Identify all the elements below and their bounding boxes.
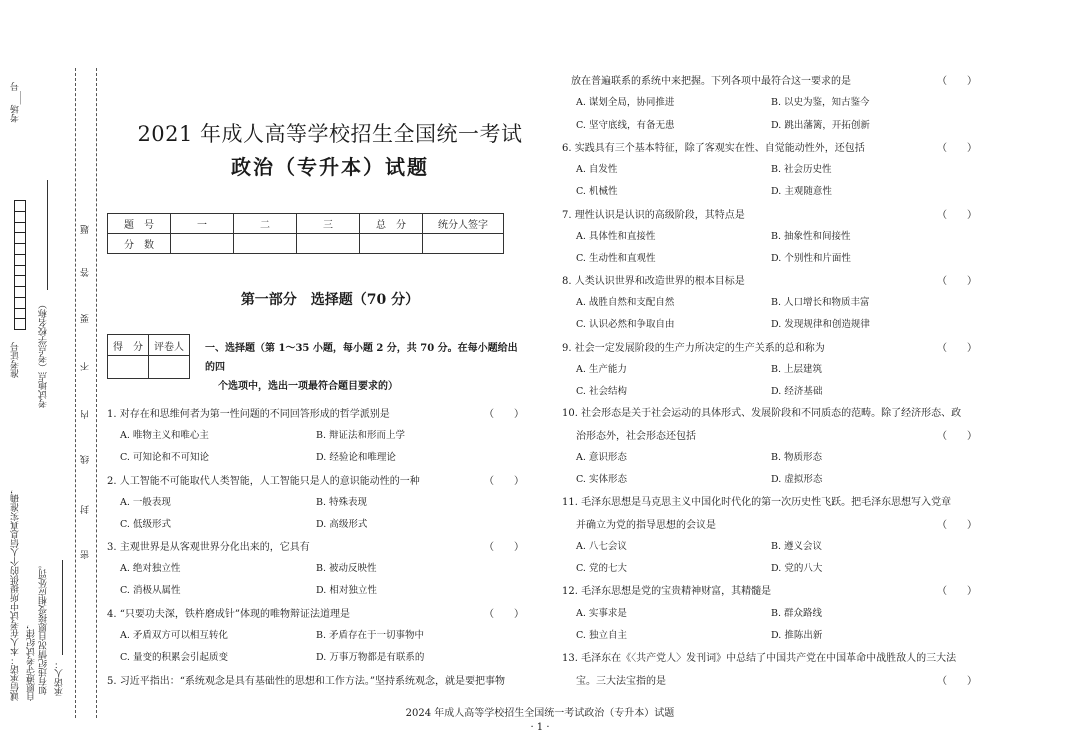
option-c[interactable]: C. 实体形态 <box>576 474 627 485</box>
score-header-cell: 二 <box>234 214 297 234</box>
option-c[interactable]: C. 消极从属性 <box>120 585 181 596</box>
option-a[interactable]: A. 矛盾双方可以相互转化 <box>120 629 228 641</box>
option-b[interactable]: B. 人口增长和物质丰富 <box>771 297 870 308</box>
grader-score-label: 得 分 <box>108 335 149 356</box>
option-c[interactable]: C. 坚守底线，有备无患 <box>576 120 675 131</box>
binding-line-outer <box>75 68 76 718</box>
answer-paren[interactable]: （ ） <box>937 676 977 687</box>
option-d[interactable]: D. 经验论和唯理论 <box>316 452 396 463</box>
score-cell[interactable] <box>234 234 297 254</box>
question-12-text: 12. 毛泽东思想是党的宝贵精神财富，其精髓是 <box>562 586 772 597</box>
option-d[interactable]: D. 跳出藩篱，开拓创新 <box>771 120 870 131</box>
option-a[interactable]: A. 意识形态 <box>576 452 627 463</box>
option-c[interactable]: C. 机械性 <box>576 186 618 197</box>
instructions-line-1: 一、选择题（第 1～35 小题，每小题 2 分，共 70 分。在每小题给出的四 <box>205 343 518 373</box>
score-cell[interactable] <box>360 234 423 254</box>
question-4-text: 4. “只要功夫深，铁杵磨成针”体现的唯物辩证法道理是 <box>107 608 350 620</box>
seal-char: 封 <box>81 505 91 514</box>
answer-paren[interactable]: （ ） <box>937 520 977 531</box>
score-header-cell: 题 号 <box>108 214 171 234</box>
question-11-continued: 并确立为党的指导思想的会议是 <box>576 520 716 531</box>
answer-paren[interactable]: （ ） <box>484 409 524 420</box>
grader-reviewer-cell[interactable] <box>149 356 190 379</box>
section-instructions <box>205 339 525 396</box>
score-header-cell: 三 <box>297 214 360 234</box>
option-d[interactable]: D. 发现规律和创造规律 <box>771 319 870 330</box>
question-2-text: 2. 人工智能不可能取代人类智能，人工智能只是人的意识能动性的一种 <box>107 475 420 487</box>
option-b[interactable]: B. 社会历史性 <box>771 164 832 175</box>
score-cell[interactable] <box>423 234 504 254</box>
answer-paren[interactable]: （ ） <box>937 76 977 87</box>
seal-char: 答 <box>81 268 91 277</box>
binding-line-inner <box>96 68 97 718</box>
option-b[interactable]: B. 上层建筑 <box>771 363 823 375</box>
signer-label: 承诺人： <box>55 660 65 696</box>
score-header-cell: 一 <box>171 214 234 234</box>
ticket-number-boxes[interactable] <box>14 200 26 330</box>
option-c[interactable]: C. 低级形式 <box>120 518 171 530</box>
integrity-pledge: 诚信承诺：本人在考试中所提供的个人信息真实准确， <box>11 485 21 701</box>
option-d[interactable]: D. 万事万物都是有联系的 <box>316 651 425 663</box>
option-b[interactable]: B. 矛盾存在于一切事物中 <box>316 629 425 641</box>
seal-char: 线 <box>81 455 91 464</box>
seal-char: 内 <box>81 410 91 419</box>
option-c[interactable]: C. 认识必然和争取自由 <box>576 319 675 330</box>
option-b[interactable]: B. 抽象性和间接性 <box>771 230 851 242</box>
option-a[interactable]: A. 一般表现 <box>120 496 171 508</box>
seal-char: 题 <box>81 225 91 234</box>
question-11-text: 11. 毛泽东思想是马克思主义中国化时代化的第一次历史性飞跃。把毛泽东思想写入党章 <box>562 497 952 508</box>
option-a[interactable]: A. 八七会议 <box>576 541 627 552</box>
question-9-text: 9. 社会一定发展阶段的生产力所决定的生产关系的总和称为 <box>562 342 825 354</box>
option-a[interactable]: A. 生产能力 <box>576 363 627 375</box>
answer-paren[interactable]: （ ） <box>484 475 524 487</box>
question-10-continued: 治形态外，社会形态还包括 <box>576 431 696 442</box>
option-a[interactable]: A. 谋划全局，协同推进 <box>576 97 675 108</box>
option-b[interactable]: B. 被动反映性 <box>316 563 377 574</box>
option-d[interactable]: D. 个别性和片面性 <box>771 252 851 264</box>
option-d[interactable]: D. 推陈出新 <box>771 630 823 641</box>
exam-title: 2021 年成人高等学校招生全国统一考试 <box>137 122 523 146</box>
score-header-cell: 统分人签字 <box>423 214 504 234</box>
question-10-text: 10. 社会形态是关于社会运动的具体形式、发展阶段和不同质态的范畴。除了经济形态、政 <box>562 408 962 419</box>
page-number: · 1 · <box>530 722 550 733</box>
option-c[interactable]: C. 社会结构 <box>576 385 627 397</box>
answer-paren[interactable]: （ ） <box>937 143 977 154</box>
question-3-text: 3. 主观世界是从客观世界分化出来的，它具有 <box>107 542 310 553</box>
answer-paren[interactable]: （ ） <box>937 342 977 354</box>
question-7-text: 7. 理性认识是认识的高级阶段，其特点是 <box>562 209 745 221</box>
option-c[interactable]: C. 量变的积累会引起质变 <box>120 651 228 663</box>
answer-paren[interactable]: （ ） <box>484 608 524 620</box>
answer-paren[interactable]: （ ） <box>937 586 977 597</box>
exam-location-label: 考试地点（考点学校名称） <box>39 300 49 408</box>
integrity-pledge-2: 自愿遵守考试纪律， <box>27 620 37 701</box>
option-d[interactable]: D. 相对独立性 <box>316 585 377 596</box>
integrity-pledge-3: 如有违纪情况自愿接受相应处罚。 <box>39 560 49 695</box>
option-d[interactable]: D. 高级形式 <box>316 518 368 530</box>
page-footer: 2024 年成人高等学校招生全国统一考试政治（专升本）试题 <box>405 708 675 719</box>
seal-char: 密 <box>81 550 91 559</box>
option-c[interactable]: C. 独立自主 <box>576 630 627 641</box>
option-b[interactable]: B. 以史为鉴，知古鉴今 <box>771 97 870 108</box>
location-underline <box>47 180 48 290</box>
score-row-label: 分 数 <box>108 234 171 254</box>
option-b[interactable]: B. 特殊表现 <box>316 496 368 508</box>
option-d[interactable]: D. 党的八大 <box>771 563 823 574</box>
option-b[interactable]: B. 遵义会议 <box>771 541 823 552</box>
question-1-text: 1. 对存在和思维何者为第一性问题的不同回答形成的哲学派别是 <box>107 409 390 420</box>
score-cell[interactable] <box>171 234 234 254</box>
question-8-text: 8. 人类认识世界和改造世界的根本目标是 <box>562 276 745 287</box>
option-d[interactable]: D. 主观随意性 <box>771 186 832 197</box>
option-b[interactable]: B. 群众路线 <box>771 608 823 619</box>
option-b[interactable]: B. 辩证法和形而上学 <box>316 430 406 441</box>
option-d[interactable]: D. 经济基础 <box>771 385 823 397</box>
part-title: 第一部分 选择题（70 分） <box>240 292 420 308</box>
ticket-number-label: 准考证号 <box>11 342 21 378</box>
option-c[interactable]: C. 可知论和不可知论 <box>120 452 209 463</box>
option-c[interactable]: C. 党的七大 <box>576 563 627 574</box>
answer-paren[interactable]: （ ） <box>937 431 977 442</box>
seal-char: 要 <box>81 314 91 323</box>
score-cell[interactable] <box>297 234 360 254</box>
question-6-text: 6. 实践具有三个基本特征，除了客观实在性、自觉能动性外，还包括 <box>562 143 865 154</box>
grader-reviewer-label: 评卷人 <box>149 335 190 356</box>
option-a[interactable]: A. 实事求是 <box>576 608 627 619</box>
instructions-line-2: 个选项中，选出一项最符合题目要求的） <box>218 381 398 392</box>
question-5-text: 5. 习近平指出：“系统观念是具有基础性的思想和工作方法。”坚持系统观念，就是要把事物 <box>107 676 505 687</box>
seal-char: 不 <box>81 362 91 371</box>
grader-table <box>107 334 190 379</box>
signer-underline <box>62 560 63 655</box>
option-a[interactable]: A. 战胜自然和支配自然 <box>576 297 675 308</box>
answer-paren[interactable]: （ ） <box>937 209 977 221</box>
option-a[interactable]: A. 绝对独立性 <box>120 563 181 574</box>
question-13-text: 13. 毛泽东在《〈共产党人〉发刊词》中总结了中国共产党在中国革命中战胜敌人的三大法 <box>562 653 957 664</box>
exam-subtitle: 政治（专升本）试题 <box>231 155 429 179</box>
option-c[interactable]: C. 生动性和直观性 <box>576 252 656 264</box>
answer-paren[interactable]: （ ） <box>937 276 977 287</box>
answer-paren[interactable]: （ ） <box>484 542 524 553</box>
option-a[interactable]: A. 具体性和直接性 <box>576 230 656 242</box>
score-table <box>107 213 504 254</box>
option-d[interactable]: D. 虚拟形态 <box>771 474 823 485</box>
grader-score-cell[interactable] <box>108 356 149 379</box>
option-a[interactable]: A. 唯物主义和唯心主 <box>120 430 209 441</box>
question-5-continued: 放在普遍联系的系统中来把握。下列各项中最符合这一要求的是 <box>571 76 851 87</box>
score-header-cell: 总 分 <box>360 214 423 234</box>
question-13-continued: 宝。三大法宝指的是 <box>576 676 666 687</box>
exam-room-label: 考场___号 <box>11 82 21 123</box>
option-a[interactable]: A. 自发性 <box>576 164 618 175</box>
option-b[interactable]: B. 物质形态 <box>771 452 823 463</box>
